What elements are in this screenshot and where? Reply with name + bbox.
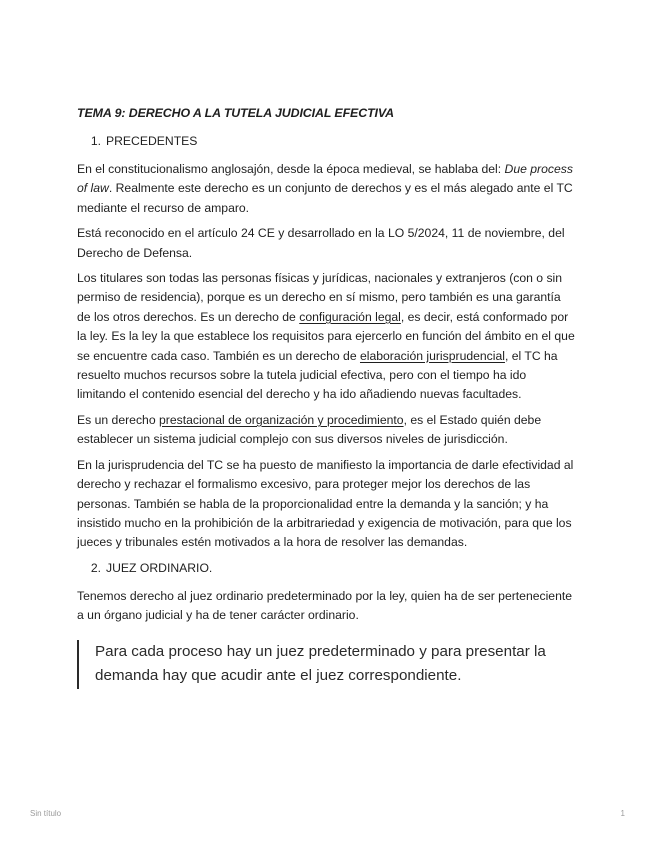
paragraph-text: Es un derecho: [77, 412, 159, 427]
paragraph: [77, 160, 577, 218]
paragraph: En la jurisprudencia del TC se ha puesto de manifiesto la importancia de darle efectividad al derecho y rechazar el formalismo excesivo, para proteger mejor los derechos de las personas. También se habla de la proporcionalidad entre la demanda y la sanción; y ha insistido mucho en la prohibición de la arbitrariedad y exigencia de motivación, para que los jueces y tribunales estén motivados a la hora de resolver las demandas.: [77, 457, 574, 550]
section-heading-juez-ordinario: [77, 559, 577, 577]
document-title: TEMA 9: DERECHO A LA TUTELA JUDICIAL EFECTIVA: [77, 106, 394, 120]
document-body: [77, 104, 577, 689]
paragraph: Está reconocido en el artículo 24 CE y desarrollado en la LO 5/2024, 11 de noviembre, del Derecho de Defensa.: [77, 226, 565, 260]
paragraph-text: , es el Estado quién debe establecer un sistema judicial complejo con sus diversos niveles de jurisdicción.: [77, 412, 542, 447]
paragraph-text: . Realmente este derecho es un conjunto de derechos y es el más alegado ante el TC mediante el recurso de amparo.: [77, 181, 573, 215]
section-heading-precedentes: [77, 132, 577, 150]
underlined-term: elaboración jurisprudencial: [359, 348, 505, 363]
paragraph: Tenemos derecho al juez ordinario predeterminado por la ley, quien ha de ser perteneciente a un órgano judicial y ha de tener carácter ordinario.: [77, 588, 573, 623]
paragraph: [77, 269, 577, 405]
section-label: PRECEDENTES: [106, 134, 198, 148]
paragraph-text: , es decir, está conformado por la ley. Es la ley la que establece los requisitos para ejercerlo en función del ámbito en el que se encuentre cada caso. También es un derecho de: [77, 309, 575, 363]
paragraph-text: , el TC ha resuelto muchos recursos sobre la tutela judicial efectiva, pero con el tiempo ha ido limitando el contenido esencial del derecho y ha ido añadiendo nuevas facultades.: [77, 348, 558, 402]
italic-term: Due process of law: [77, 162, 573, 196]
paragraph-text: En el constitucionalismo anglosajón, desde la época medieval, se hablaba del:: [77, 162, 505, 176]
paragraph-text: Los titulares son todas las personas físicas y jurídicas, nacionales y extranjeros (con o sin permiso de residencia), porque es un derecho en sí mismo, pero también es una garantía de los otros derechos. Es un derecho de: [77, 271, 563, 324]
section-number: 2.: [90, 560, 101, 575]
footer-page-number: 1: [620, 809, 625, 818]
section-number: 1.: [90, 134, 101, 148]
section-label: JUEZ ORDINARIO.: [106, 560, 213, 575]
underlined-term: configuración legal: [299, 309, 401, 324]
footer-document-name: Sin título: [30, 809, 62, 818]
blockquote: Para cada proceso hay un juez predeterminado y para presentar la demanda hay que acudir ante el juez correspondiente.: [77, 640, 577, 689]
paragraph: [77, 411, 577, 450]
underlined-term: prestacional de organización y procedimiento: [158, 412, 404, 427]
